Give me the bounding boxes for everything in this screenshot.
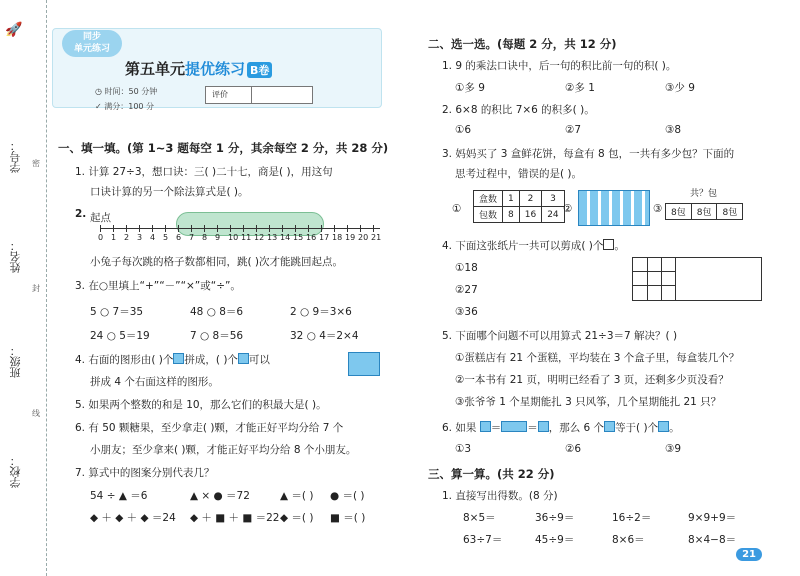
- number-line-label: 15: [293, 233, 304, 242]
- number-line-label: 8: [202, 233, 208, 242]
- square-icon: [603, 239, 614, 250]
- number-line-label: 20: [358, 233, 369, 242]
- calc-1: 8×5＝: [463, 512, 496, 524]
- number-line-label: 1: [111, 233, 117, 242]
- clock-icon: ◷: [95, 87, 105, 96]
- q3-d: 24 ○ 5＝19: [90, 330, 150, 342]
- q1-line-a: 1. 计算 27÷3，想口诀：三( )二十七，商是( )，用这句: [75, 166, 333, 178]
- r3-opt1-label: ①: [452, 203, 462, 215]
- r4-opt2: ②27: [455, 284, 478, 296]
- seal-feng: 封: [32, 284, 40, 293]
- q3-b: 48 ○ 8＝6: [190, 306, 244, 318]
- cube-icon: [173, 353, 184, 364]
- r3-bar-model: 8包 8包 8包: [665, 203, 743, 220]
- q7-r2b: ◆ ＋ ■ ＋ ■ ＝22: [190, 512, 280, 524]
- boxes-image: [578, 190, 650, 226]
- number-line-label: 18: [332, 233, 343, 242]
- q3-c: 2 ○ 9＝3×6: [290, 306, 352, 318]
- paper-grid-image: [632, 257, 762, 301]
- r6-text: 6. 如果 ＝ ＝ ，那么 6 个 等于( )个 。: [442, 422, 680, 434]
- r3-opt2-label: ②: [563, 203, 573, 215]
- q6-line-b: 小朋友；至少拿来( )颗，才能正好平均分给 8 个小朋友。: [90, 444, 357, 456]
- number-line-label: 7: [189, 233, 195, 242]
- q3-e: 7 ○ 8＝56: [190, 330, 244, 342]
- section-3-title: 三、算一算。(共 22 分): [428, 467, 555, 481]
- number-line-tick: [165, 225, 166, 232]
- number-line-tick: [321, 225, 322, 232]
- calc-3: 16÷2＝: [612, 512, 652, 524]
- number-line-label: 9: [215, 233, 221, 242]
- r3-table: 盒数 1 2 3 包数 8 16 24: [473, 190, 565, 223]
- number-line-tick: [256, 225, 257, 232]
- r5-text: 5. 下面哪个问题不可以用算式 21÷3＝7 解决？( ): [442, 330, 678, 342]
- cylinder-icon: [480, 421, 491, 432]
- calc-8: 8×4−8＝: [688, 534, 737, 546]
- q3-f: 32 ○ 4＝2×4: [290, 330, 359, 342]
- r1-opt3: ③少 9: [665, 82, 695, 94]
- number-line-label: 11: [241, 233, 252, 242]
- block-icon: [538, 421, 549, 432]
- number-line-label: 16: [306, 233, 317, 242]
- q6-line-a: 6. 有 50 颗糖果，至少拿走( )颗，才能正好平均分给 7 个: [75, 422, 344, 434]
- number-line-tick: [204, 225, 205, 232]
- check-icon: ✓: [95, 102, 105, 111]
- number-line-tick: [113, 225, 114, 232]
- number-line-tick: [178, 225, 179, 232]
- tall-block-icon: [658, 421, 669, 432]
- q4-line-a: 4. 右面的图形由( )个 拼成，( )个 可以: [75, 354, 270, 366]
- cloud-badge: 同步 单元练习: [62, 30, 122, 57]
- q7-r1d: ● ＝( ): [330, 490, 365, 502]
- number-line-tick: [282, 225, 283, 232]
- block-icon: [604, 421, 615, 432]
- number-line-label: 6: [176, 233, 182, 242]
- number-line-tick: [243, 225, 244, 232]
- q7-text: 7. 算式中的图案分别代表几？: [75, 467, 215, 479]
- r2-opt3: ③8: [665, 124, 682, 136]
- q2-start: 起点: [90, 212, 111, 224]
- number-line-label: 3: [137, 233, 143, 242]
- r5-opt3: ③张爷爷 1 个星期能扎 3 只风筝，几个星期能扎 21 只？: [455, 396, 722, 408]
- r1-text: 1. 9 的乘法口诀中，后一句的积比前一句的积( )。: [442, 60, 677, 72]
- q7-r1b: ▲ × ● ＝72: [190, 490, 250, 502]
- r1-opt2: ②多 1: [565, 82, 595, 94]
- number-line-tick: [152, 225, 153, 232]
- r6-opt1: ①3: [455, 443, 472, 455]
- page-number: 21: [736, 548, 762, 561]
- number-line-tick: [191, 225, 192, 232]
- r1-opt1: ①多 9: [455, 82, 485, 94]
- r5-opt1: ①蛋糕店有 21 个蛋糕，平均装在 3 个盒子里，每盒装几个？: [455, 352, 740, 364]
- seal-xian: 线: [32, 409, 40, 418]
- r3-total-label: 共？包: [690, 189, 718, 199]
- number-line-tick: [295, 225, 296, 232]
- number-line-label: 17: [319, 233, 330, 242]
- number-line-label: 0: [98, 233, 104, 242]
- calc-4: 9×9+9＝: [688, 512, 737, 524]
- r3-line-b: 思考过程中，错误的是( )。: [455, 168, 583, 180]
- r4-opt3: ③36: [455, 306, 478, 318]
- r3-opt3-label: ③: [653, 203, 663, 215]
- block-icon: [501, 421, 527, 432]
- number-line: [100, 228, 380, 229]
- q7-r2c: ◆ ＝( ): [280, 512, 314, 524]
- q2-text: 小兔子每次跳的格子数都相同，跳( )次才能跳回起点。: [90, 256, 344, 268]
- cube-icon: [238, 353, 249, 364]
- calc-7: 8×6＝: [612, 534, 645, 546]
- score-info: ✓ 满分：100 分: [95, 102, 155, 111]
- label-class: 班级：: [9, 345, 22, 378]
- number-line-tick: [230, 225, 231, 232]
- r2-opt1: ①6: [455, 124, 472, 136]
- cube-stack-image: [348, 352, 380, 376]
- calc-2: 36÷9＝: [535, 512, 575, 524]
- r5-opt2: ②一本书有 21 页，明明已经看了 3 页，还剩多少页没看？: [455, 374, 729, 386]
- number-line-label: 21: [371, 233, 382, 242]
- number-line-label: 5: [163, 233, 169, 242]
- q4-line-b: 拼成 4 个右面这样的图形。: [90, 376, 219, 388]
- q7-r2d: ■ ＝( ): [330, 512, 366, 524]
- number-line-tick: [100, 225, 101, 232]
- label-name: 姓名：: [9, 240, 22, 273]
- page-title: 第五单元提优练习 B卷: [125, 58, 272, 79]
- q7-r1a: 54 ÷ ▲ ＝6: [90, 490, 148, 502]
- r2-opt2: ②7: [565, 124, 582, 136]
- number-line-tick: [269, 225, 270, 232]
- number-line-label: 4: [150, 233, 156, 242]
- number-line-label: 14: [280, 233, 291, 242]
- q7-r2a: ◆ ＋ ◆ ＋ ◆ ＝24: [90, 512, 176, 524]
- number-line-label: 19: [345, 233, 356, 242]
- r3-line-a: 3. 妈妈买了 3 盒鲜花饼，每盒有 8 包，一共有多少包？下面的: [442, 148, 735, 160]
- number-line-tick: [334, 225, 335, 232]
- q2-number: 2.: [75, 208, 87, 220]
- r2-text: 2. 6×8 的积比 7×6 的积多( )。: [442, 104, 595, 116]
- seal-mi: 密: [32, 159, 40, 168]
- r4-opt1: ①18: [455, 262, 478, 274]
- label-school: 学校：: [9, 455, 22, 488]
- section-1-title: 一、填一填。(第 1~3 题每空 1 分，其余每空 2 分，共 28 分): [58, 141, 389, 155]
- number-line-tick: [139, 225, 140, 232]
- r7-text: 1. 直接写出得数。(8 分): [442, 490, 558, 502]
- q3-text: 3. 在○里填上“+”“－”“×”或“÷”。: [75, 280, 241, 292]
- r6-opt3: ③9: [665, 443, 682, 455]
- number-line-labels: [96, 233, 396, 245]
- r6-opt2: ②6: [565, 443, 582, 455]
- number-line-label: 13: [267, 233, 278, 242]
- label-student-number: 学号：: [9, 140, 22, 173]
- number-line-tick: [217, 225, 218, 232]
- section-2-title: 二、选一选。(每题 2 分，共 12 分): [428, 37, 617, 51]
- grade-box[interactable]: 评价: [205, 86, 313, 104]
- q3-a: 5 ○ 7＝35: [90, 306, 144, 318]
- q1-line-b: 口诀计算的另一个除法算式是( )。: [90, 186, 249, 198]
- r4-text: 4. 下面这张纸片一共可以剪成( )个 。: [442, 240, 625, 252]
- calc-5: 63÷7＝: [463, 534, 503, 546]
- q7-r1c: ▲ ＝( ): [280, 490, 314, 502]
- q5-text: 5. 如果两个整数的和是 10，那么它们的积最大是( )。: [75, 399, 327, 411]
- number-line-tick: [373, 225, 374, 232]
- number-line-label: 2: [124, 233, 130, 242]
- time-info: ◷ 时间：50 分钟: [95, 87, 158, 96]
- number-line-label: 12: [254, 233, 265, 242]
- number-line-label: 10: [228, 233, 239, 242]
- number-line-tick: [347, 225, 348, 232]
- calc-6: 45÷9＝: [535, 534, 575, 546]
- number-line-tick: [126, 225, 127, 232]
- number-line-tick: [360, 225, 361, 232]
- rocket-icon: 🚀: [5, 22, 23, 38]
- number-line-tick: [308, 225, 309, 232]
